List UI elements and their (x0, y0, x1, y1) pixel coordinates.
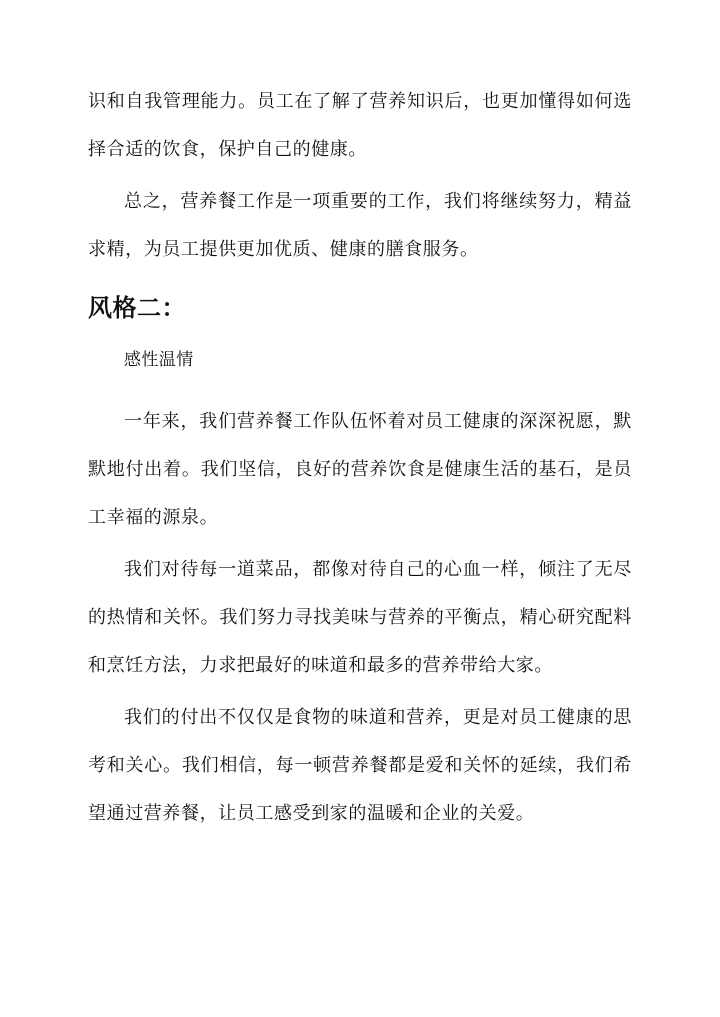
paragraph-3: 我们的付出不仅仅是食物的味道和营养，更是对员工健康的思考和关心。我们相信，每一顿营养餐都是爱和关怀的延续，我们希望通过营养餐，让员工感受到家的温暖和企业的关爱。 (88, 707, 632, 824)
paragraph-2: 我们对待每一道菜品，都像对待自己的心血一样，倾注了无尽的热情和关怀。我们努力寻找美味与营养的平衡点，精心研究配料和烹饪方法，力求把最好的味道和最多的营养带给大家。 (88, 559, 632, 676)
section-subtitle: 感性温情 (124, 350, 194, 370)
document-body (88, 78, 632, 838)
section-heading: 风格二： (88, 294, 186, 322)
paragraph-1: 一年来，我们营养餐工作队伍怀着对员工健康的深深祝愿，默默地付出着。我们坚信，良好的营养饮食是健康生活的基石，是员工幸福的源泉。 (88, 411, 632, 528)
paragraph-continued: 识和自我管理能力。员工在了解了营养知识后，也更加懂得如何选择合适的饮食，保护自己的健康。 (88, 91, 632, 160)
section-content (88, 398, 632, 838)
paragraph-summary: 总之，营养餐工作是一项重要的工作，我们将继续努力，精益求精，为员工提供更加优质、健康的膳食服务。 (88, 191, 632, 260)
